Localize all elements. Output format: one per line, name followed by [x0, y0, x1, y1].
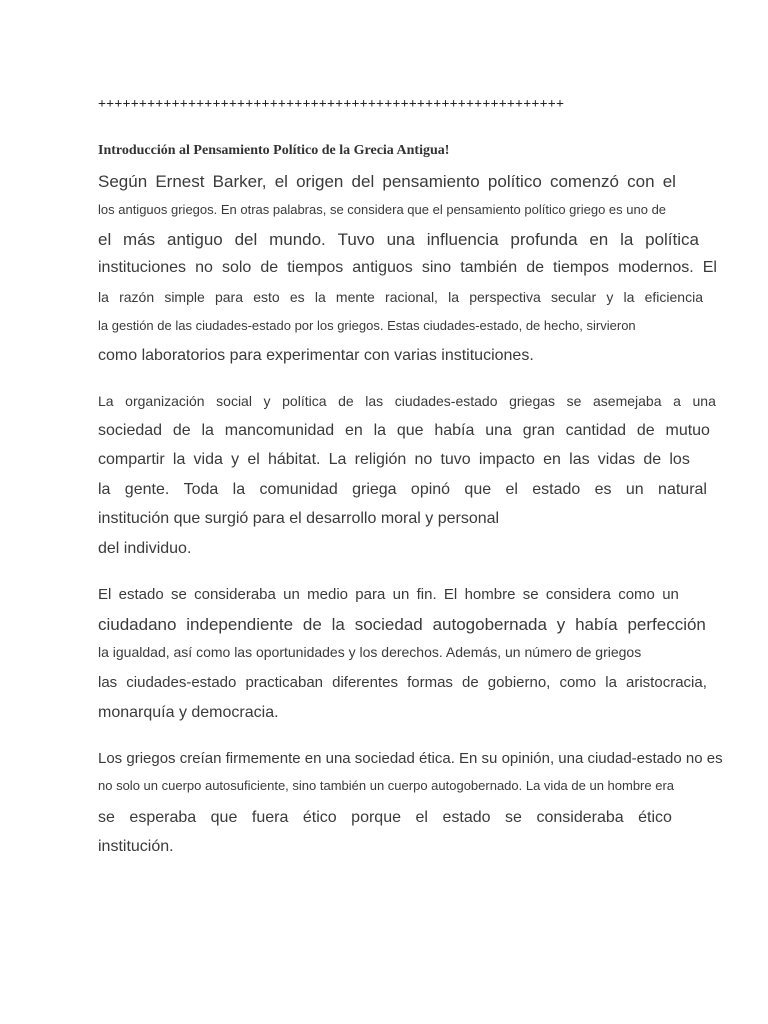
- text-line: la gente. Toda la comunidad griega opinó que el estado es un natural: [98, 481, 707, 498]
- text-line: monarquía y democracia.: [98, 704, 279, 721]
- text-line: no solo un cuerpo autosuficiente, sino también un cuerpo autogobernado. La vida de un hombre era: [98, 778, 675, 793]
- text-line: institución.: [98, 838, 174, 855]
- text-line: los antiguos griegos. En otras palabras, se considera que el pensamiento político griego es uno de: [98, 202, 667, 217]
- text-line: la razón simple para esto es la mente racional, la perspectiva secular y la eficiencia: [98, 289, 703, 305]
- text-line: Según Ernest Barker, el origen del pensamiento político comenzó con el: [98, 172, 676, 191]
- text-line: El estado se consideraba un medio para un fin. El hombre se considera como un: [98, 586, 679, 603]
- text-line: instituciones no solo de tiempos antiguos sino también de tiempos modernos. El: [98, 259, 717, 276]
- text-line: sociedad de la mancomunidad en la que había una gran cantidad de mutuo: [98, 422, 710, 439]
- text-line: se esperaba que fuera ético porque el estado se consideraba ético: [98, 809, 672, 826]
- text-line: compartir la vida y el hábitat. La religión no tuvo impacto en las vidas de los: [98, 451, 690, 468]
- text-line: las ciudades-estado practicaban diferentes formas de gobierno, como la aristocracia,: [98, 674, 707, 691]
- separator-line: +++++++++++++++++++++++++++++++++++++++++++++++++++++++++: [98, 97, 565, 112]
- text-line: la igualdad, así como las oportunidades y los derechos. Además, un número de griegos: [98, 644, 642, 660]
- text-line: ciudadano independiente de la sociedad autogobernada y había perfección: [98, 615, 706, 634]
- text-line: como laboratorios para experimentar con varias instituciones.: [98, 347, 534, 364]
- text-line: Los griegos creían firmemente en una sociedad ética. En su opinión, una ciudad-estado no es: [98, 750, 723, 767]
- text-line: la gestión de las ciudades-estado por los griegos. Estas ciudades-estado, de hecho, sirvieron: [98, 318, 636, 333]
- text-line: La organización social y política de las ciudades-estado griegas se asemejaba a una: [98, 393, 716, 409]
- text-line: el más antiguo del mundo. Tuvo una influencia profunda en la política: [98, 230, 699, 249]
- text-line: del individuo.: [98, 540, 192, 557]
- document-title: Introducción al Pensamiento Político de la Grecia Antigua!: [98, 143, 450, 158]
- text-line: institución que surgió para el desarrollo moral y personal: [98, 510, 500, 527]
